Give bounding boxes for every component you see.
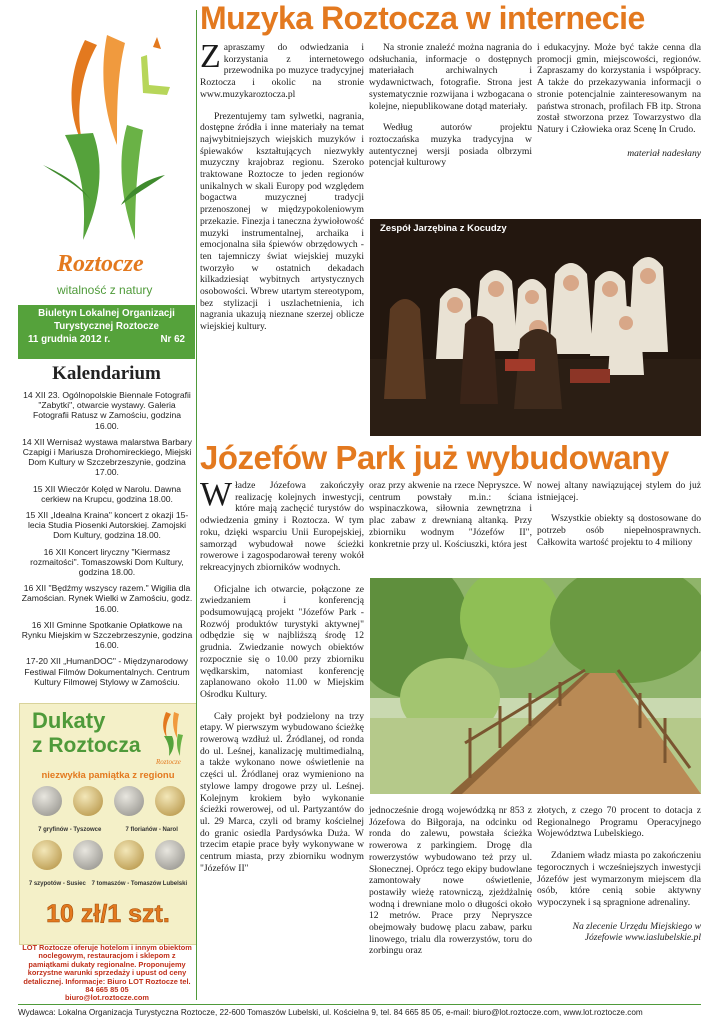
article2-signature: Józefowie www.iaslubelskie.pl	[584, 932, 701, 944]
coin-icon	[155, 786, 185, 816]
ad-title-2: z Roztocza	[32, 734, 141, 757]
article2-para: nowej altany nawiązującej stylem do już istniejącej.	[537, 480, 701, 503]
article2-col3b	[537, 805, 701, 944]
article2-title: Józefów Park już wybudowany	[200, 439, 669, 476]
ad-title-1: Dukaty	[32, 708, 106, 733]
article1-title: Muzyka Roztocza w internecie	[200, 0, 645, 36]
article1-col3	[537, 42, 701, 159]
article2-col2	[369, 480, 532, 550]
calendar-item: 17-20 XII „HumanDOC" - Międzynarodowy Festiwal Filmów Dokumentalnych. Centrum Kultury Filmowej Stylowy w Zamościu.	[24, 656, 190, 687]
coin-icon	[114, 786, 144, 816]
coin-icon	[73, 786, 103, 816]
logo-graphic	[25, 15, 195, 250]
ad-info	[19, 944, 195, 1003]
calendar-item: 16 XII Gminne Spotkanie Opłatkowe na Rynku Miejskim w Szczebrzeszynie, godzina 16.00.	[21, 619, 193, 651]
article2-dropcap: W	[200, 476, 233, 513]
footer-divider	[18, 1004, 701, 1005]
article2-para: Wszystkie obiekty są dostosowane do potrzeb osób niepełnosprawnych. Całkowita wartość projektu to 4 miliony	[537, 513, 701, 548]
coin-icon	[114, 840, 144, 870]
article2-col2b	[369, 805, 532, 957]
ad-logo-text: Roztocze	[156, 758, 181, 766]
article2-para: Zdaniem władz miasta po zakończeniu tegorocznych i wcześniejszych inwestycji Józefów jest wymarzonym miejscem dla osób, które cenią sobie aktywny wypoczynek i są spragnione adrenaliny.	[537, 850, 701, 908]
coin-label: 7 szypotów - Susiec	[28, 881, 86, 887]
bulletin-line1: Biuletyn Lokalnej Organizacji	[38, 308, 175, 319]
folk-band-photo	[370, 219, 701, 436]
article2-para: Cały projekt był podzielony na trzy etapy. W pierwszym wybudowano ścieżkę rowerową wzdłuż ul. Źródlanej, od ronda do ul. Leśnej, kanalizację multimedialną, a także wykonano nowe oświetlenie na części ul. Źródlanej oraz wymieniono na stylowe lampy drogowe przy ul. Leśnej. Kolejnym krokiem było wykonanie ścieżki rowerowej, od ul. Partyzantów do ul. 29 Marca, czyli od bramy kościelnej do granic osiedla Pardysówka Duża. W trzecim etapie prace były wykonywane w centrum miasta, przy zbiorniku wodnym "Józefów II"	[200, 710, 364, 874]
calendar-item: 15 XII „Idealna Kraina" koncert z okazji 15-lecia Studia Piosenki Autorskiej. Zamojski Dom Kultury, godzina 18.00.	[25, 510, 189, 541]
ad-price: 10 zł/1 szt.	[46, 900, 170, 928]
bulletin-number: Nr 62	[160, 334, 185, 345]
article1-col2	[369, 42, 532, 169]
coin-label: 7 gryfinów - Tyszowce	[38, 827, 102, 833]
sidebar-divider	[196, 10, 197, 1000]
article2-col3	[537, 480, 701, 549]
coin-icon	[32, 840, 62, 870]
article2-para: jednocześnie drogą wojewódzką nr 853 z Józefowa do Biłgoraja, na odcinku od ronda do zalewu, powstała ścieżka rowerowa z parkingiem. Drogę dla rowerzystów wybudowano też przy ul. Słonecznej. Oprócz tego ekipy budowlane zamontowały nowe oświetlenie, postawiły wieżę ratowniczą, zjeżdżalnię wodną i drewniane molo o długości około 12 metrów. Prace przy Nepryszce obejmowały budowę placu zabaw, parku linowego, trialu dla rowerzystów, toru do zorbingu oraz	[369, 805, 532, 957]
footer-publisher: Wydawca: Lokalna Organizacja Turystyczna Roztocze, 22-600 Tomaszów Lubelski, ul. Kościelna 9, tel. 84 665 85 05, e-mail: biuro@lot.roztocze.com, www.lot.roztocze.com	[18, 1008, 643, 1017]
bridge-photo	[370, 578, 701, 794]
bulletin-date: 11 grudnia 2012 r.	[28, 334, 111, 345]
coin-row	[26, 840, 190, 878]
bulletin-box	[18, 305, 195, 359]
coin-row	[26, 786, 190, 824]
coin-label: 7 floriańów - Narol	[125, 827, 178, 833]
article2-para: Oficjalne ich otwarcie, połączone ze zwiedzaniem i konferencją podsumowującą projekt "Józefów Park - Rozwój produktów turystyki aktywnej" odbędzie się w najbliższą środę 12 grudnia. Zwiedzanie nowych obiektów rozpocznie się o 10.00 przy zbiorniku wędkarskim, natomiast konferencję zaplanowano około 11.00 w Miejskim Ośrodku Kultury.	[200, 583, 364, 700]
article1-para: Prezentujemy tam sylwetki, nagrania, dostępne źródła i inne materiały na temat najwybitniejszych wiejskich muzyków i śpiewaków kształtujących niezwykły muzyczny krajobraz regionu. Szeroko traktowane Roztocze to jeden regionów unikalnych w skali Europy pod względem bogactwa muzycznej tradycji przenoszonej w międzypokoleniowym przekazie. Finezja i taneczna żywiołowość muzyki instrumentalnej, archaika i emocjonalna siła śpiewów obrzędowych - ten tajemniczy świat wiejskiej muzyki tworzyło w ostatnich dekadach kilkadziesiąt wybitnych artystycznych osobowości. Wbrew utartym stereotypom, bez stylizacji i uszlachetnienia, ich nagrania ukazują nieznane szerzej oblicze wiejskiej kultury.	[200, 110, 364, 333]
article1-para: Według autorów projektu roztoczańska muzyka tradycyjna w autentycznej wersji posiada olbrzymi potencjał kulturowy	[369, 122, 532, 169]
coin-icon	[32, 786, 62, 816]
ad-email: biuro@lot.roztocze.com	[65, 993, 149, 1003]
calendar-item: 15 XII Wieczór Kolęd w Narolu. Dawna cerkiew na Krupcu, godzina 18.00.	[32, 483, 182, 504]
calendar-item: 16 XII Koncert liryczny "Kiermasz rozmaitości". Tomaszowski Dom Kultury, godzina 18.00.	[30, 546, 184, 578]
photo-caption: Zespół Jarzębina z Kocudzy	[380, 223, 507, 234]
coin-label: 7 tomaszów - Tomaszów Lubelski	[91, 881, 188, 887]
ad-subtitle: niezwykła pamiątka z regionu	[41, 770, 175, 781]
brand-name: Roztocze	[57, 251, 144, 277]
article2-para: oraz przy akwenie na rzece Nepryszce. W centrum powstały m.in.: ściana wspinaczkowa, siłownia zewnętrzna i plac zabaw z drewnianą altanką. Przy zbiorniku wodnym "Józefów II", konkretnie przy ul. Kościuszki, która jest	[369, 480, 532, 550]
logo	[25, 15, 195, 305]
folk-band-image	[370, 219, 701, 436]
wooden-bridge-image	[370, 578, 701, 794]
ad-logo-icon	[154, 708, 190, 758]
article1-dropcap: Z	[200, 38, 221, 75]
article2-para: złotych, z czego 70 procent to dotacja z Regionalnego Programu Operacyjnego Województwa Lubelskiego.	[537, 805, 701, 840]
calendar-list	[20, 390, 194, 693]
dukaty-ad	[19, 703, 197, 945]
calendar-item: 16 XII "Będźmy wszyscy razem." Wigilia dla Zamościan. Rynek Wielki w Zamościu, godz. 16.00.	[21, 583, 193, 614]
article1-signature: materiał nadesłany	[627, 147, 701, 159]
article1-para: apraszamy do odwiedzania i korzystania z internetowego przewodnika po muzyce tradycyjnej Roztocza i okolic na stronie www.muzykaroztocza.pl	[200, 42, 364, 100]
bulletin-line2: Turystycznej Roztocze	[54, 321, 159, 332]
coin-icon	[155, 840, 185, 870]
article1-col1	[200, 38, 364, 333]
ad-info-text: LOT Roztocze oferuje hotelom i innym obiektom noclegowym, restauracjom i sklepom z pamiątkami dukaty regionalne. Proponujemy korzystne warunki sprzedaży i upust od ceny detalicznej. Informacje: Biuro LOT Roztocze tel. 84 665 85 05	[22, 943, 192, 995]
article2-para: ładze Józefowa zakończyły realizację kolejnych inwestycji, które mają zachęcić turystów do odwiedzenia gminy i Roztocza. W tym roku, dzięki wsparciu Unii Europejskiej, samorząd wybudował nowe ścieżki rowerowe i zagospodarował tereny wokół rekreacyjnych zbiorników wodnych.	[200, 480, 364, 573]
article1-para: i edukacyjny. Może być także cenna dla promocji gmin, miejscowości, regionów. Zapraszamy do korzystania i współpracy. A także do przekazywania informacji o stronie potencjalnie zainteresowanym na państwa stronach, profilach FB itp. Strona został stworzona przez Towarzystwo dla Natury i Człowieka oraz Scenę In Crudo.	[537, 42, 701, 135]
brand-slogan: witalność z natury	[57, 283, 153, 297]
article2-col1	[200, 476, 364, 875]
article1-para: Na stronie znaleźć można nagrania do odsłuchania, informacje o dostępnych materiałach archiwalnych i wydawnictwach, fotografie. Strona jest systematycznie rozwijana i wzbogacana o kolejne, niepublikowane dotąd materiały.	[369, 42, 532, 112]
article2-signature: Na zlecenie Urzędu Miejskiego w	[572, 920, 701, 932]
calendar-item: 14 XII 23. Ogólnopolskie Biennale Fotografii "Zabytki", otwarcie wystawy. Galeria Fotografii Ratusz w Zamościu, godzina 16.00.	[23, 390, 191, 431]
calendar-title: Kalendarium	[52, 363, 161, 384]
calendar-item: 14 XII Wernisaż wystawa malarstwa Barbary Czapigi i Mariusza Drohomireckiego, Miejski Dom Kultury w Szczebrzeszynie, godzina 17.00.	[22, 436, 192, 478]
coin-icon	[73, 840, 103, 870]
